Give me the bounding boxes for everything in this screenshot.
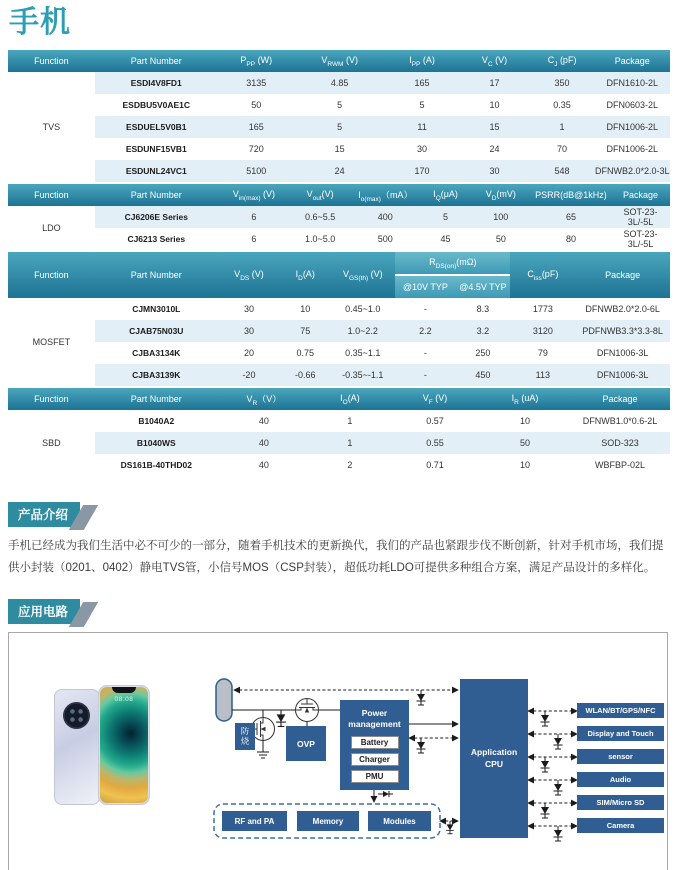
- value-cell: 1: [530, 116, 595, 138]
- value-cell: 30: [459, 160, 529, 182]
- value-cell: 1: [347, 416, 353, 426]
- column-header: Package: [575, 251, 670, 298]
- function-cell: LDO: [8, 206, 95, 250]
- table-row: [8, 410, 670, 432]
- value-cell: 6: [251, 234, 257, 244]
- column-header: $I_{PP}$ (A): [385, 49, 460, 72]
- table-row: [8, 116, 670, 138]
- value-cell: -: [423, 304, 427, 314]
- part-number-cell: ESDUNF15VB1: [125, 144, 187, 154]
- part-number-cell: CJAB75N03U: [95, 320, 218, 342]
- spec-table-mosfet: [8, 250, 670, 386]
- value-cell: 10: [489, 100, 500, 110]
- value-cell: 2.2: [395, 320, 455, 342]
- column-header: $R_{DS(on)}(m\Omega)$: [395, 251, 510, 275]
- column-header: Part Number: [95, 387, 218, 410]
- power-management-label: Power management: [348, 707, 401, 729]
- table-row: [8, 72, 670, 94]
- value-cell: 5: [419, 100, 425, 110]
- value-cell: DFN0603-2L: [606, 100, 659, 110]
- value-cell: 10: [300, 304, 311, 314]
- value-cell: 400: [350, 206, 420, 228]
- value-cell: 1.0~5.0: [304, 234, 336, 244]
- spec-table-tvs: [8, 48, 670, 182]
- value-cell: 548: [530, 160, 595, 182]
- value-cell: 250: [475, 348, 491, 358]
- part-number-cell: ESDUNL24VC1: [95, 160, 218, 182]
- battery-box: Battery: [351, 736, 399, 749]
- column-header: Function: [8, 183, 95, 206]
- value-cell: 17: [459, 72, 529, 94]
- column-header: $V_F$ (V): [390, 387, 480, 410]
- value-cell: 30: [243, 304, 254, 314]
- value-cell: -20: [218, 364, 280, 386]
- peripheral-box: Camera: [577, 818, 664, 833]
- table-row: [8, 206, 670, 228]
- column-header: Function: [8, 387, 95, 410]
- value-cell: 40: [258, 416, 269, 426]
- spec-table-ldo: [8, 182, 670, 250]
- value-cell: 70: [557, 144, 568, 154]
- table-row: [8, 454, 670, 476]
- value-cell: 0.55: [390, 432, 480, 454]
- value-cell: 65: [531, 206, 611, 228]
- value-cell: 30: [218, 320, 280, 342]
- spec-tables: [8, 48, 670, 476]
- peripheral-box: sensor: [577, 749, 664, 764]
- part-number-cell: CJBA3139K: [95, 364, 218, 386]
- column-header: PSRR(dB@1kHz): [531, 183, 611, 206]
- tvs-diode-icon: [541, 711, 550, 726]
- diode-icon: [378, 791, 393, 797]
- column-header: Part Number: [95, 49, 218, 72]
- value-cell: -: [423, 348, 427, 358]
- value-cell: 5100: [218, 160, 295, 182]
- column-header: $I_{o(max)}(mA)$: [350, 183, 420, 206]
- column-header: Part Number: [95, 183, 218, 206]
- charger-box: Charger: [351, 753, 399, 766]
- memory-box: Memory: [297, 811, 359, 831]
- value-cell: 0.71: [426, 460, 444, 470]
- mosfet-icon: [296, 699, 319, 722]
- application-cpu-box: Application CPU: [460, 679, 528, 838]
- column-header: $P_{PP}$ (W): [218, 49, 295, 72]
- value-cell: 0.45~1.0: [345, 304, 381, 314]
- column-header: $V_D(mV)$: [471, 183, 531, 206]
- column-header: $I_O(A)$: [310, 387, 390, 410]
- value-cell: 0.35~1.1: [345, 348, 381, 358]
- value-cell: 3.2: [455, 320, 510, 342]
- pmu-box: PMU: [351, 770, 399, 783]
- column-header: $V_{DS}$ (V): [218, 251, 280, 298]
- value-cell: SOT-23-3L/-5L: [611, 206, 670, 228]
- value-cell: -: [395, 364, 455, 386]
- part-number-cell: CJ6206E Series: [95, 206, 218, 228]
- value-cell: 4.85: [295, 72, 385, 94]
- column-header: Package: [595, 49, 671, 72]
- table-row: [8, 432, 670, 454]
- phone-clock: 08:08: [114, 696, 134, 703]
- value-cell: 24: [489, 144, 500, 154]
- part-number-cell: CJ6213 Series: [127, 234, 186, 244]
- part-number-cell: ESDBU5V0AE1C: [122, 100, 191, 110]
- part-number-cell: B1040WS: [95, 432, 218, 454]
- tvs-diode-icon: [446, 821, 454, 834]
- value-cell: 170: [385, 160, 460, 182]
- value-cell: 1: [310, 432, 390, 454]
- column-header: Package: [611, 183, 670, 206]
- table-row: [8, 94, 670, 116]
- value-cell: 6: [218, 206, 290, 228]
- tvs-diode-icon: [417, 738, 426, 753]
- value-cell: 0.35: [553, 100, 571, 110]
- value-cell: 10: [519, 460, 530, 470]
- column-header: Function: [8, 49, 95, 72]
- part-number-cell: CJBA3134K: [132, 348, 181, 358]
- column-header: $V_{RWM}$ (V): [295, 49, 385, 72]
- value-cell: DFN1006-2L: [595, 116, 671, 138]
- tvs-diode-icon: [541, 757, 550, 772]
- table-row: [8, 160, 670, 182]
- value-cell: 165: [218, 116, 295, 138]
- column-header: $V_{in(max)}$ (V): [218, 183, 290, 206]
- value-cell: 20: [243, 348, 254, 358]
- value-cell: 50: [495, 234, 506, 244]
- column-header: $C_J$ (pF): [530, 49, 595, 72]
- value-cell: DFN1610-2L: [595, 72, 671, 94]
- function-cell: TVS: [8, 72, 95, 182]
- part-number-cell: B1040A2: [138, 416, 175, 426]
- value-cell: 30: [417, 144, 428, 154]
- function-cell: SBD: [8, 410, 95, 476]
- value-cell: -0.66: [280, 364, 330, 386]
- circuit-wiring-svg: [9, 633, 667, 870]
- value-cell: WBFBP-02L: [595, 460, 646, 470]
- ovp-box: OVP: [286, 726, 326, 761]
- tvs-diode-icon: [541, 803, 550, 818]
- table-row: [8, 320, 670, 342]
- column-header: $C_{iss}(pF)$: [510, 251, 575, 298]
- column-header: $V_R(V)$: [218, 387, 310, 410]
- column-header: $V_{GS(th)}$ (V): [330, 251, 395, 298]
- column-header: Part Number: [95, 251, 218, 298]
- column-header: @10V TYP: [395, 275, 455, 298]
- section-badge-intro: [8, 502, 80, 527]
- value-cell: 450: [455, 364, 510, 386]
- value-cell: 500: [377, 234, 393, 244]
- function-cell: MOSFET: [8, 298, 95, 386]
- section-badge-label: 产品介绍: [18, 508, 69, 522]
- value-cell: 15: [334, 144, 345, 154]
- table-row: [8, 364, 670, 386]
- value-cell: 1773: [532, 304, 553, 314]
- value-cell: 0.75: [296, 348, 314, 358]
- page-title: 手机: [9, 6, 71, 39]
- value-cell: 50: [480, 432, 570, 454]
- column-header: $V_C$ (V): [459, 49, 529, 72]
- column-header: Package: [570, 387, 670, 410]
- value-cell: 80: [565, 234, 576, 244]
- value-cell: 3135: [218, 72, 295, 94]
- value-cell: 5: [420, 206, 470, 228]
- rf-pa-box: RF and PA: [222, 811, 287, 831]
- value-cell: DFNWB1.0*0.6-2L: [582, 416, 658, 426]
- value-cell: 79: [537, 348, 548, 358]
- application-circuit-panel: [8, 632, 668, 870]
- value-cell: 10: [519, 416, 530, 426]
- value-cell: SOT-23-3L/-5L: [623, 229, 658, 249]
- value-cell: SOD-323: [570, 432, 670, 454]
- table-row: [8, 138, 670, 160]
- ground-icon: [257, 752, 269, 758]
- value-cell: -0.35~-1.1: [330, 364, 395, 386]
- value-cell: 45: [440, 234, 451, 244]
- value-cell: 11: [385, 116, 460, 138]
- value-cell: 75: [280, 320, 330, 342]
- section-badge-label: 应用电路: [18, 605, 69, 619]
- table-row: [8, 298, 670, 320]
- value-cell: DFN1006-2L: [606, 144, 659, 154]
- tvs-diode-icon: [554, 780, 563, 795]
- power-management-box: [340, 700, 409, 790]
- column-header: $I_Q(\mu A)$: [420, 183, 470, 206]
- peripheral-box: SIM/Micro SD: [577, 795, 664, 810]
- value-cell: 100: [471, 206, 531, 228]
- value-cell: 0.57: [426, 416, 444, 426]
- tvs-diode-icon: [417, 690, 426, 705]
- value-cell: 3120: [510, 320, 575, 342]
- value-cell: 350: [530, 72, 595, 94]
- value-cell: 8.3: [476, 304, 490, 314]
- tvs-diode-icon: [276, 710, 286, 727]
- value-cell: DFNWB2.0*2.0-3L: [595, 160, 671, 182]
- spec-table-sbd: [8, 386, 670, 476]
- column-header: @4.5V TYP: [455, 275, 510, 298]
- usb-connector-icon: [216, 679, 232, 721]
- part-number-cell: DS161B-40THD02: [120, 460, 192, 470]
- table-row: [8, 228, 670, 250]
- value-cell: 40: [218, 432, 310, 454]
- peripheral-box: Display and Touch: [577, 726, 664, 741]
- table-row: [8, 342, 670, 364]
- part-number-cell: ESDUEL5V0B1: [95, 116, 218, 138]
- value-cell: 5: [295, 116, 385, 138]
- value-cell: 24: [295, 160, 385, 182]
- column-header: $V_{out}(V)$: [290, 183, 350, 206]
- tvs-diode-icon: [554, 734, 563, 749]
- value-cell: 50: [251, 100, 262, 110]
- anti-burn-label: 防烧: [235, 723, 255, 750]
- peripheral-box: Audio: [577, 772, 664, 787]
- value-cell: 40: [258, 460, 269, 470]
- column-header: $I_D(A)$: [280, 251, 330, 298]
- intro-paragraph: 手机已经成为我们生活中必不可少的一部分，随着手机技术的更新换代，我们的产品也紧跟步伐不断创新，针对手机市场，我们提供小封装（0201、0402）静电TVS管，小信号MOS（CSP封装），超低功耗LDO可提供多种组合方案，满足产品设计的多样化。: [8, 540, 664, 574]
- value-cell: DFN1006-3L: [575, 364, 670, 386]
- value-cell: 15: [459, 116, 529, 138]
- tvs-diode-icon: [554, 826, 563, 841]
- value-cell: 5: [337, 100, 343, 110]
- modules-box: Modules: [368, 811, 431, 831]
- column-header: $I_R$ (uA): [480, 387, 570, 410]
- value-cell: DFN1006-3L: [596, 348, 649, 358]
- column-header: Function: [8, 251, 95, 298]
- value-cell: 113: [510, 364, 575, 386]
- part-number-cell: ESDI4V8FD1: [95, 72, 218, 94]
- value-cell: 165: [385, 72, 460, 94]
- value-cell: 0.6~5.5: [290, 206, 350, 228]
- peripheral-box: WLAN/BT/GPS/NFC: [577, 703, 664, 718]
- value-cell: 2: [347, 460, 353, 470]
- value-cell: 720: [248, 144, 264, 154]
- value-cell: PDFNWB3.3*3.3-8L: [575, 320, 670, 342]
- section-badge-circuit: [8, 599, 80, 624]
- value-cell: 1.0~2.2: [330, 320, 395, 342]
- value-cell: DFNWB2.0*2.0-6L: [585, 304, 660, 314]
- part-number-cell: CJMN3010L: [132, 304, 181, 314]
